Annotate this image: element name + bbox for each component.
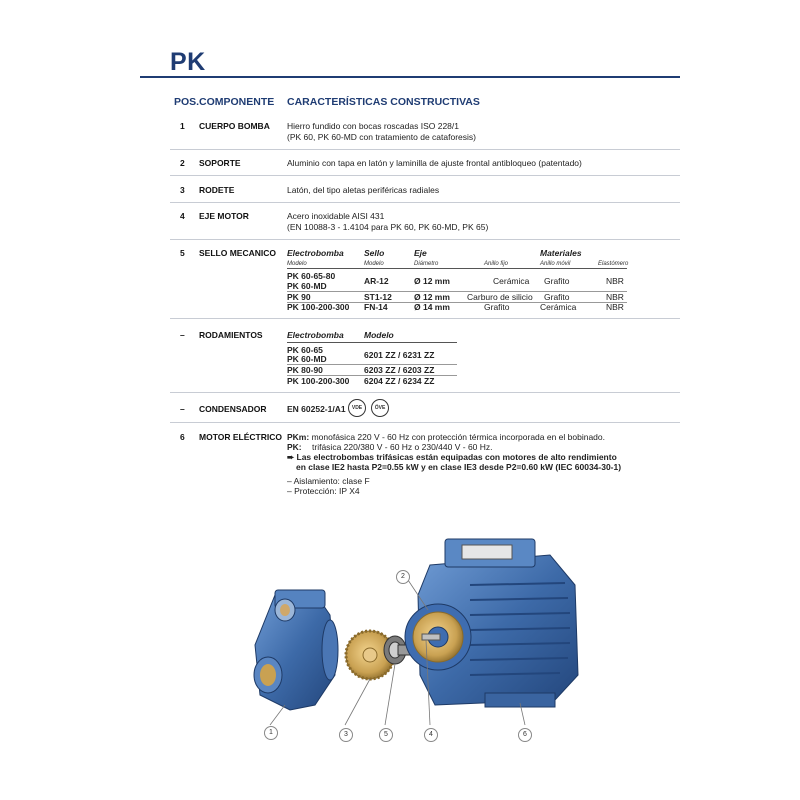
row-divider	[170, 202, 680, 203]
motor-note-line: Las electrobombas trifásicas están equipadas con motores de alto rendimiento	[296, 452, 617, 462]
seal-row-rule	[287, 291, 627, 292]
seal-sub-model: Modelo	[287, 261, 307, 267]
row-component: RODETE	[199, 185, 235, 195]
row-component: CUERPO BOMBA	[199, 121, 270, 131]
seal-pump-model: PK 100-200-300	[287, 302, 350, 312]
row-pos: 1	[180, 121, 185, 131]
bearing-pump-model: PK 80-90	[287, 365, 323, 375]
page-title: PK	[170, 48, 206, 76]
header-component: COMPONENTE	[199, 96, 275, 108]
row-component: MOTOR ELÉCTRICO	[199, 432, 282, 442]
seal-moving: Grafito	[544, 276, 570, 286]
seal-model: AR-12	[364, 276, 389, 286]
motor-pk	[287, 442, 493, 452]
motor-pk-text: trifásica 220/380 V - 60 Hz o 230/440 V - 60 Hz.	[312, 442, 493, 452]
row-pos: 5	[180, 248, 185, 258]
bearing-header-model: Modelo	[364, 330, 394, 340]
row-divider	[170, 175, 680, 176]
callout-6: 6	[518, 728, 532, 742]
header-pos: POS.	[174, 96, 200, 108]
title-rule	[140, 76, 680, 78]
row-pos: –	[180, 330, 185, 340]
row-divider	[170, 318, 680, 319]
seal-pump-model: PK 60-65-80	[287, 271, 336, 281]
seal-sub-diameter: Diámetro	[414, 261, 439, 267]
motor-pk-label: PK:	[287, 442, 302, 452]
row-pos: 4	[180, 211, 185, 221]
seal-fixed: Cerámica	[493, 276, 530, 286]
row-component: SELLO MECANICO	[199, 248, 276, 258]
seal-model: ST1-12	[364, 292, 392, 302]
motor-pkm	[287, 432, 605, 442]
pump-exploded-illustration	[230, 525, 600, 755]
row-pos: 3	[180, 185, 185, 195]
motor-note-line: en clase IE2 hasta P2=0.55 kW y en clase IE3 desde P2=0.60 kW (IEC 60034-30-1)	[296, 462, 622, 472]
desc-line: Aluminio con tapa en latón y laminilla de ajuste frontal antibloqueo (patentado)	[287, 158, 582, 168]
seal-model: FN-14	[364, 302, 388, 312]
row-component: EJE MOTOR	[199, 211, 249, 221]
seal-elastomer: NBR	[606, 276, 624, 286]
motor-insulation: – Aislamiento: clase F	[287, 476, 370, 486]
desc-line: (PK 60, PK 60-MD con tratamiento de cataforesis)	[287, 132, 476, 142]
desc-line: Latón, del tipo aletas periféricas radiales	[287, 185, 440, 195]
row-pos: –	[180, 404, 185, 414]
callout-1: 1	[264, 726, 278, 740]
row-component: CONDENSADOR	[199, 404, 267, 414]
motor-pkm-label: PKm:	[287, 432, 310, 442]
row-description	[287, 121, 476, 143]
seal-moving: Grafito	[544, 292, 570, 302]
seal-sub-fixed: Anillo fijo	[484, 261, 509, 267]
bearing-pump-model: PK 100-200-300	[287, 376, 350, 386]
motor-pkm-text: monofásica 220 V - 60 Hz con protección térmica incorporada en el bobinado.	[311, 432, 605, 442]
bearing-pump-model: PK 60-65	[287, 345, 323, 355]
ove-cert-icon: ÖVE	[371, 399, 389, 417]
row-pos: 6	[180, 432, 185, 442]
seal-header-seal: Sello	[364, 248, 385, 258]
seal-fixed: Grafito	[484, 302, 510, 312]
row-divider	[170, 392, 680, 393]
seal-sub-elastomer: Elastómero	[598, 261, 629, 267]
bearing-header-pump: Electrobomba	[287, 330, 344, 340]
callout-4: 4	[424, 728, 438, 742]
desc-line: (EN 10088-3 - 1.4104 para PK 60, PK 60-MD, PK 65)	[287, 222, 489, 232]
seal-elastomer: NBR	[606, 302, 624, 312]
row-description	[287, 158, 582, 169]
seal-shaft: Ø 12 mm	[414, 292, 450, 302]
row-divider	[170, 422, 680, 423]
bearing-model: 6201 ZZ / 6231 ZZ	[364, 350, 435, 360]
desc-line: Hierro fundido con bocas roscadas ISO 228/1	[287, 121, 459, 131]
seal-pump-model: PK 60-MD	[287, 281, 327, 291]
row-description	[287, 185, 439, 196]
row-pos: 2	[180, 158, 185, 168]
seal-fixed: Carburo de silicio	[467, 292, 533, 302]
seal-sub-moving: Anillo móvil	[540, 261, 571, 267]
seal-shaft: Ø 14 mm	[414, 302, 450, 312]
bearing-header-rule	[287, 342, 457, 343]
row-component: SOPORTE	[199, 158, 241, 168]
bearing-pump-model: PK 60-MD	[287, 354, 327, 364]
desc-line: Acero inoxidable AISI 431	[287, 211, 385, 221]
vde-cert-icon: VDE	[348, 399, 366, 417]
capacitor-standard: EN 60252-1/A1	[287, 404, 346, 414]
row-divider	[170, 239, 680, 240]
seal-sub-seal-model: Modelo	[364, 261, 384, 267]
motor-protection: – Protección: IP X4	[287, 486, 360, 496]
seal-moving: Cerámica	[540, 302, 577, 312]
row-description	[287, 211, 488, 233]
bearing-model: 6203 ZZ / 6203 ZZ	[364, 365, 435, 375]
row-component: RODAMIENTOS	[199, 330, 263, 340]
callout-2: 2	[396, 570, 410, 584]
seal-elastomer: NBR	[606, 292, 624, 302]
seal-header-rule	[287, 268, 627, 269]
bearing-model: 6204 ZZ / 6234 ZZ	[364, 376, 435, 386]
arrow-icon: ➨	[287, 452, 295, 462]
motor-part	[405, 539, 578, 707]
callout-5: 5	[379, 728, 393, 742]
seal-header-shaft: Eje	[414, 248, 427, 258]
pump-body-part	[254, 590, 338, 710]
seal-pump-model: PK 90	[287, 292, 311, 302]
seal-shaft: Ø 12 mm	[414, 276, 450, 286]
callout-3: 3	[339, 728, 353, 742]
row-divider	[170, 149, 680, 150]
header-characteristics: CARACTERÍSTICAS CONSTRUCTIVAS	[287, 96, 480, 108]
seal-header-pump: Electrobomba	[287, 248, 344, 258]
seal-header-materials: Materiales	[540, 248, 582, 258]
